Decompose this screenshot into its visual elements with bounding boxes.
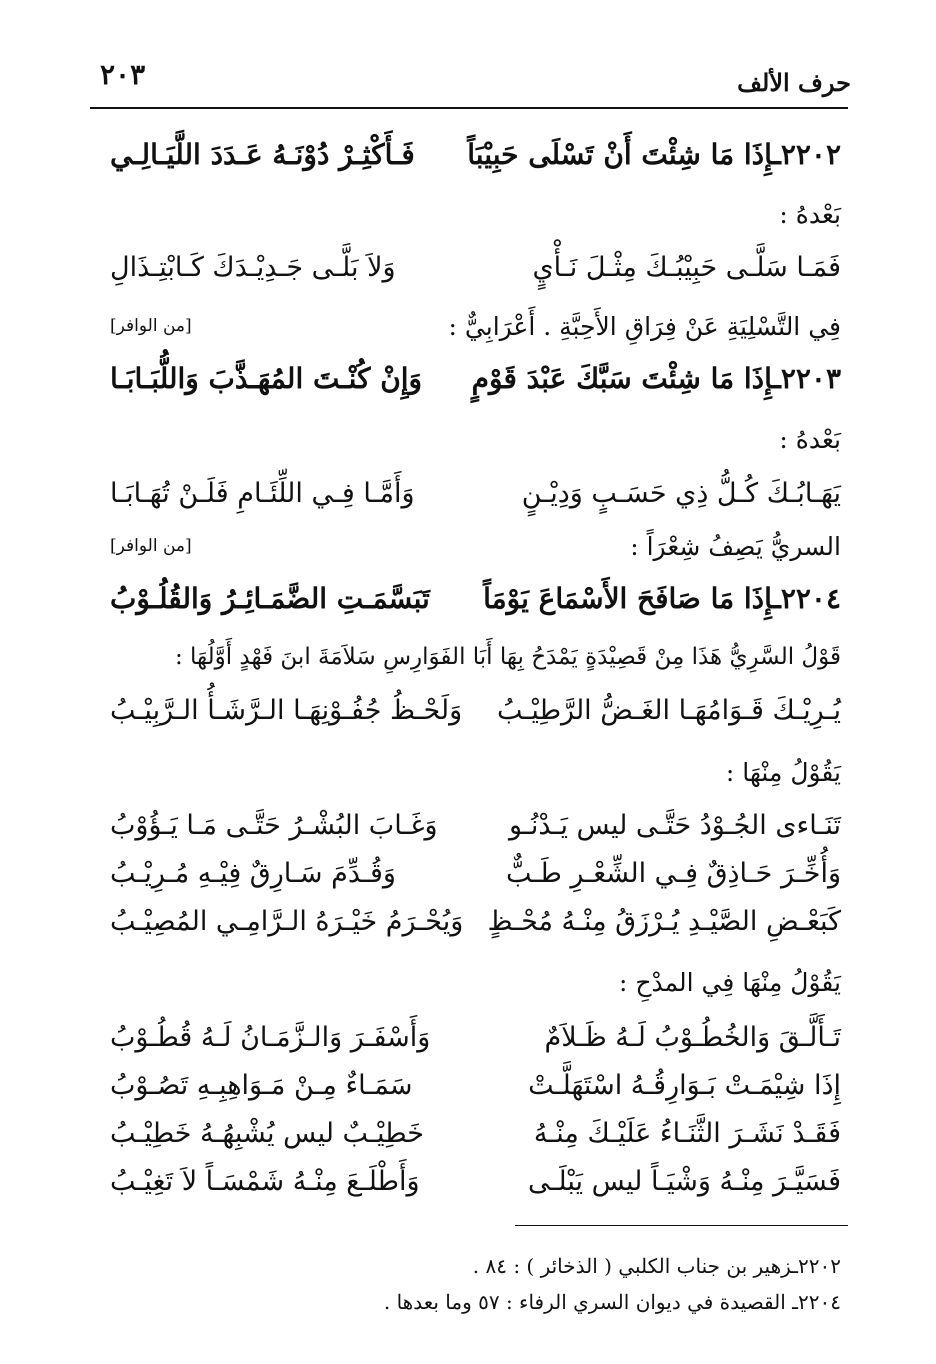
verse-second-hemistich: سَمَـاءٌ مِـنْ مَـوَاهِبِـهِ تَصُـوْبُ	[110, 1070, 413, 1101]
verse-first-hemistich: كَبَعْـضِ الصَّيْـدِ يُـرْزَقُ مِنْـهُ مُحْـظٍ	[487, 906, 841, 937]
verse-2203	[110, 362, 841, 402]
verse-second-hemistich: وَقُـدِّمَ سَـارِقٌ فِيْـهِ مُـرِيْـبُ	[110, 858, 396, 889]
footnote: ٢٢٠٤ـ القصيدة في ديوان السري الرفاء : ٥٧ وما بعدها .	[383, 1290, 841, 1314]
page-number: ٢٠٣	[100, 58, 146, 91]
verse-first-hemistich: ٢٢٠٣ـإِذَا مَا شِئْتَ سَبَّكَ عَبْدَ قَوْمٍ	[471, 362, 841, 395]
verse-second-hemistich: خَطِيْـبٌ ليس يُشْبِهُـهُ خَطِيْـبُ	[110, 1118, 424, 1149]
verse-second-hemistich: وَلاَ بَلَّـى جَـدِيْـدَكَ كَـابْتِـذَالِ	[110, 252, 396, 283]
verse-first-hemistich: ٢٢٠٤ـإِذَا مَا صَافَحَ الأَسْمَاعَ يَوْمَاً	[483, 582, 841, 615]
verse-line	[110, 1166, 841, 1206]
verse-line	[110, 810, 841, 850]
meter-label: [من الوافر]	[110, 536, 192, 556]
verse-second-hemistich: وَأَمَّـا فِـي اللِّئَـامِ فَلَـنْ تُهَـابَـا	[110, 478, 415, 509]
footnote: ٢٢٠٢ـزهير بن جناب الكلبي ( الذخائر ) : ٨٤ .	[472, 1254, 841, 1278]
verse-2204	[110, 582, 841, 622]
prose-line: بَعْدهُ :	[779, 425, 841, 454]
verse-first-hemistich: ٢٢٠٢ـإِذَا مَا شِئْتَ أَنْ تَسْلَى حَبِيْبَاً	[467, 138, 841, 171]
verse-second-hemistich: وَيُحْـرَمُ خَيْـرَهُ الـرَّامِـي المُصِيْـبُ	[110, 906, 464, 937]
entry-number: ٢٢٠٢ـ	[772, 138, 841, 171]
verse-2202	[110, 138, 841, 178]
verse-first-hemistich: يُـرِيْـكَ قَـوَامُهَـا الغَـضُّ الرَّطِيْـبُ	[497, 695, 841, 726]
verse-second-hemistich: وَإِنْ كُنْـتَ المُهَـذَّبَ وَاللُّبَـابَـا	[110, 362, 423, 395]
verse-second-hemistich: وَأَطْلَـعَ مِنْـهُ شَمْسَـاً لاَ تَغِيْـبُ	[110, 1166, 420, 1197]
verse-line	[110, 1022, 841, 1062]
meter-label: [من الوافر]	[110, 316, 192, 336]
header-rule	[90, 107, 848, 109]
verse-line	[110, 252, 841, 292]
prose-line: قَوْلُ السَّرِيُّ هَذَا مِنْ قَصِيْدَةٍ يَمْدَحُ بِهَا أَبَا الفَوَارِسِ سَلاَمَةَ ابنَ فَهْدٍ أَوَّلُهَا :	[174, 644, 841, 670]
verse-second-hemistich: وَلَحْـظُ جُفُـوْنِهَـا الـرَّشَـأُ الـرَّبِيْـبُ	[110, 695, 463, 726]
verse-second-hemistich: وَأَسْفَـرَ وَالـزَّمَـانُ لَـهُ قُطُـوْبُ	[110, 1022, 431, 1053]
verse-first-hemistich: تَـأَلَّـقَ وَالخُطُـوْبُ لَـهُ ظَـلاَمٌ	[544, 1022, 841, 1053]
verse-first-hemistich: تَنَـاءى الجُـوْدُ حَتَّـى ليس يَـدْنُـو	[508, 810, 841, 841]
chapter-title: حرف الألف	[737, 68, 851, 97]
verse-line	[110, 1118, 841, 1158]
verse-first-hemistich: يَهَـابُـكَ كُـلُّ ذِي حَسَـبٍ وَدِيْـنٍ	[521, 478, 841, 509]
prose-line: فِي التَّسْلِيَةِ عَنْ فِرَاقِ الأَحِبَّةِ . أَعْرَابِيٌّ :	[448, 312, 841, 341]
footnote-rule	[515, 1225, 848, 1226]
prose-line: يَقُوْلُ مِنْهَا :	[725, 758, 841, 787]
entry-number: ٢٢٠٣ـ	[772, 362, 841, 395]
verse-first-hemistich: فَمَـا سَلَّـى حَبِيْبُـكَ مِثْـلَ نَـأْيٍ	[532, 252, 841, 283]
entry-number: ٢٢٠٤ـ	[772, 582, 841, 615]
verse-second-hemistich: فَـأَكْثِـرْ دُوْنَـهُ عَـدَدَ اللَّيَـالِـي	[110, 138, 415, 171]
verse-line	[110, 478, 841, 518]
prose-line: السريُّ يَصِفُ شِعْرَاً :	[630, 532, 841, 561]
verse-first-hemistich: وَأُخِّـرَ حَـاذِقٌ فِـي الشِّعْـرِ طَـبٌّ	[505, 858, 841, 889]
verse-line	[110, 1070, 841, 1110]
verse-first-hemistich: فَسَيَّـرَ مِنْـهُ وَشْيَـاً ليس يَبْلَـى	[527, 1166, 841, 1197]
prose-line: بَعْدهُ :	[779, 200, 841, 229]
prose-line: يَقُوْلُ مِنْهَا فِي المدْحِ :	[618, 968, 841, 997]
verse-line	[110, 906, 841, 946]
verse-line	[110, 858, 841, 898]
verse-second-hemistich: وَغَـابَ البُشْـرُ حَتَّـى مَـا يَـؤُوْبُ	[110, 810, 438, 841]
verse-first-hemistich: فَقَـدْ نَشَـرَ الثَّنَـاءُ عَلَيْـكَ مِنْـهُ	[533, 1118, 841, 1149]
verse-second-hemistich: تَبَسَّمَـتِ الضَّمَـائِـرُ وَالقُلُـوْبُ	[110, 582, 430, 615]
verse-first-hemistich: إِذَا شِيْمَـتْ بَـوَارِقُـهُ اسْتَهَلَّـتْ	[528, 1070, 841, 1101]
verse-line	[110, 695, 841, 735]
